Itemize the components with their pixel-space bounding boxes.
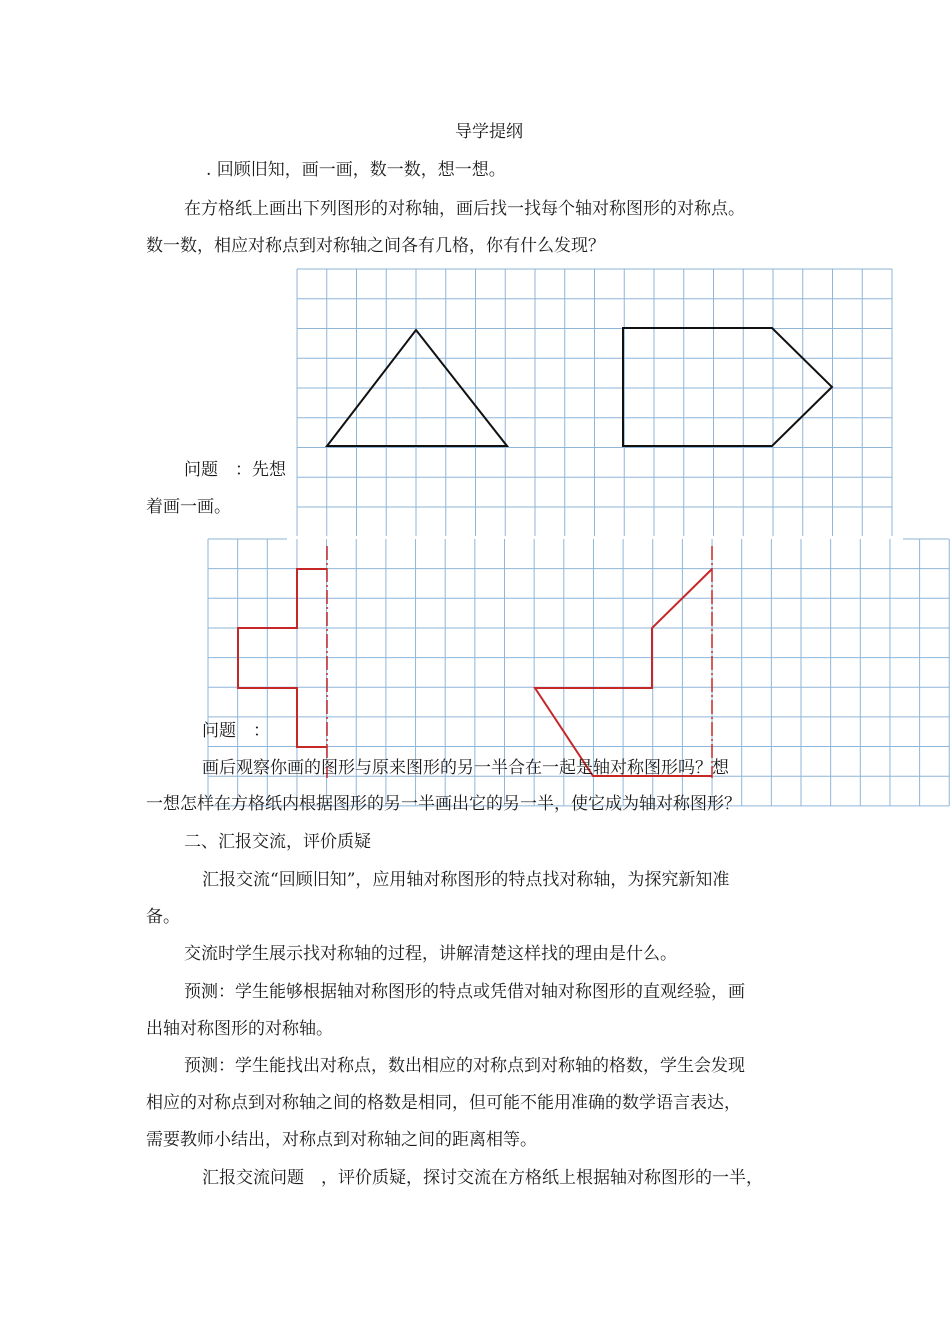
question1-line-1: 问题 ：先想 bbox=[184, 460, 286, 480]
paragraph1-line-2: 备。 bbox=[146, 907, 180, 927]
question2-line-2: 一想怎样在方格纸内根据图形的另一半画出它的另一半，使它成为轴对称图形？ bbox=[146, 794, 741, 814]
intro-line-2: 数一数，相应对称点到对称轴之间各有几格，你有什么发现？ bbox=[146, 236, 605, 256]
section2-heading: 二、汇报交流，评价质疑 bbox=[184, 832, 371, 852]
question1-line-2: 着画一画。 bbox=[146, 497, 231, 517]
intro-line-1: 在方格纸上画出下列图形的对称轴，画后找一找每个轴对称图形的对称点。 bbox=[184, 199, 745, 219]
paragraph3-line-2: 出轴对称图形的对称轴。 bbox=[146, 1019, 333, 1039]
paragraph2-line-1: 交流时学生展示找对称轴的过程，讲解清楚这样找的理由是什么。 bbox=[184, 944, 677, 964]
page-title: 导学提纲 bbox=[455, 122, 523, 142]
paragraph4-line-1: 预测：学生能找出对称点，数出相应的对称点到对称轴的格数，学生会发现 bbox=[184, 1056, 745, 1076]
question2-line-1: 画后观察你画的图形与原来图形的另一半合在一起是轴对称图形吗？想 bbox=[202, 758, 729, 778]
paragraph1-line-1: 汇报交流“回顾旧知”，应用轴对称图形的特点找对称轴，为探究新知准 bbox=[202, 870, 730, 890]
paragraph3-line-1: 预测：学生能够根据轴对称图形的特点或凭借对轴对称图形的直观经验，画 bbox=[184, 982, 745, 1002]
paragraph4-line-3: 需要教师小结出，对称点到对称轴之间的距离相等。 bbox=[146, 1130, 537, 1150]
paragraph4-line-2: 相应的对称点到对称轴之间的格数是相同，但可能不能用准确的数学语言表达， bbox=[146, 1093, 741, 1113]
paragraph5-line-1: 汇报交流问题 ，评价质疑，探讨交流在方格纸上根据轴对称图形的一半， bbox=[202, 1168, 763, 1188]
section1-heading: . 回顾旧知，画一画，数一数，想一想。 bbox=[206, 160, 506, 180]
question2-label: 问题 ： bbox=[202, 721, 270, 741]
